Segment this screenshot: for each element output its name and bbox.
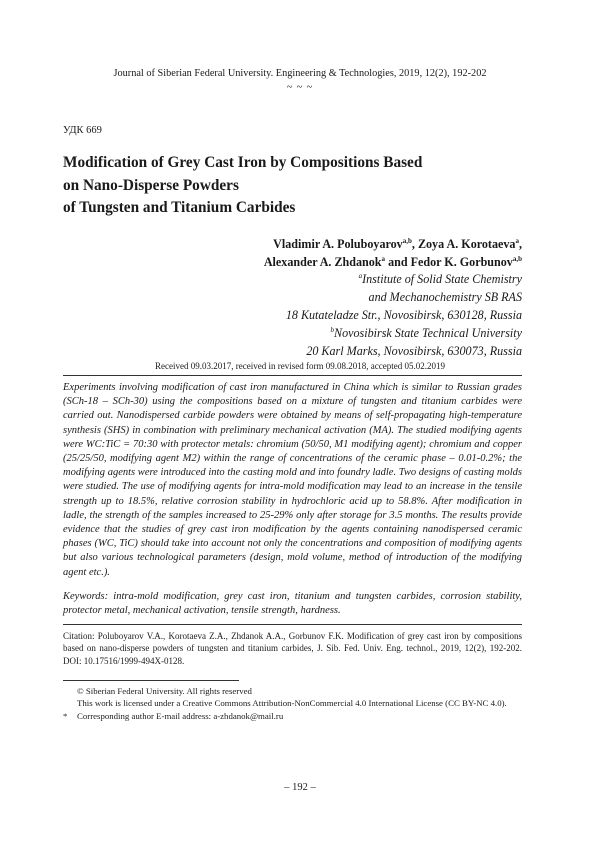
- footnote: [63, 710, 533, 722]
- title-line: on Nano-Disperse Powders: [63, 176, 239, 194]
- header-ornament: ~ ~ ~: [286, 82, 314, 93]
- affiliation-text: 18 Kutateladze Str., Novosibirsk, 630128, Russia: [285, 308, 522, 322]
- author-separator: and: [385, 255, 411, 269]
- footnote-text: This work is licensed under a Creative Commons Attribution-NonCommercial 4.0 International License (CC BY-NC 4.0).: [77, 698, 507, 709]
- author-name: Vladimir A. Poluboyarov: [273, 237, 403, 251]
- abstract-top-rule: [63, 375, 522, 376]
- affiliations: [286, 270, 522, 360]
- footnote: [63, 685, 533, 697]
- affiliation-mark: a: [358, 271, 363, 280]
- footnote: [63, 697, 533, 709]
- author-name: Alexander A. Zhdanok: [263, 255, 382, 269]
- affiliation-line: [286, 288, 522, 306]
- author-separator: ,: [411, 237, 418, 251]
- author-affil-mark: a: [515, 236, 519, 245]
- footnote-text: Corresponding author E-mail address: a-zhdanok@mail.ru: [77, 710, 284, 721]
- footnotes: [63, 685, 533, 722]
- abstract: Experiments involving modification of cast iron manufactured in China which is similar to Russian grades (SCh-18 – SCh-30) using the compositions based on a mixture of tungsten and titanium carbides were carried out. Nanodispersed carbide powders were obtained by means of self-propagating high-temperature synthesis (SHS) in combination with preliminary mechanical activation (MA). The studied modifying agents were WC:TiC = 70:30 with protector metals: chromium (50/50, M1 modifying agent); chromium and copper (25/25/50, modifying agent M2) within the range of concentrations of the ceramic phase – 0.01-0.2%; the modifying agents were introduced into the casting mold and into foundry ladle. Two designs of casting molds were studied. The use of modifying agents for intra-mold modification may lead to an increase in the tensile strength up to 18.5%, relative corrosion stability in hydrochloric acid up to 58.8%. After modification in ladle, the strength of the samples increased to 25-29% only after storage for 3.5 months. The results provide evidence that the studies of grey cast iron modification by the agents containing nanodispersed ceramic phases (WC, TiC) should take into account not only the concentrations and composition of modifying agents but also various technological parameters (design, mold volume, method of introduction of the modifying agent etc.).: [63, 382, 522, 578]
- affiliation-line: [286, 306, 522, 324]
- author-separator: ,: [518, 237, 522, 251]
- affiliation-mark: b: [330, 325, 334, 334]
- affiliation-line: [286, 324, 522, 342]
- received-dates: Received 09.03.2017, received in revised form 09.08.2018, accepted 05.02.2019: [155, 361, 445, 371]
- page-number: – 192 –: [284, 782, 316, 793]
- author-affil-mark: a,b: [512, 254, 522, 263]
- author-line: [264, 235, 522, 253]
- journal-header: Journal of Siberian Federal University. Engineering & Technologies, 2019, 12(2), 192-202: [113, 68, 487, 79]
- author-list: [264, 235, 522, 271]
- affiliation-text: and Mechanochemistry SB RAS: [368, 290, 522, 304]
- affiliation-line: [286, 270, 522, 288]
- affiliation-text: 20 Karl Marks, Novosibirsk, 630073, Russia: [306, 344, 522, 358]
- affiliation-line: [286, 342, 522, 360]
- footnote-rule: [63, 680, 239, 681]
- author-name: Zoya A. Korotaeva: [417, 237, 516, 251]
- footnote-mark: *: [63, 710, 68, 721]
- article-title: [63, 152, 543, 220]
- citation: Citation: Poluboyarov V.A., Korotaeva Z.A., Zhdanok A.A., Gorbunov F.K. Modification of grey cast iron by compositions based on nano-disperse powders of tungsten and titanium carbides, J. Sib. Fed. Univ. Eng. technol., 2019, 12(2), 192-202. DOI: 10.17516/1999-494X-0128.: [63, 631, 522, 666]
- author-affil-mark: a: [381, 254, 386, 263]
- author-affil-mark: a,b: [402, 236, 412, 245]
- affiliation-text: Institute of Solid State Chemistry: [362, 272, 522, 286]
- udk-code: УДК 669: [63, 125, 102, 136]
- title-line: of Tungsten and Titanium Carbides: [63, 199, 296, 216]
- author-line: [264, 253, 522, 271]
- author-name: Fedor K. Gorbunov: [410, 255, 513, 269]
- title-line: Modification of Grey Cast Iron by Compositions Based: [63, 154, 423, 171]
- footnote-text: © Siberian Federal University. All rights reserved: [77, 686, 252, 696]
- affiliation-text: Novosibirsk State Technical University: [334, 326, 522, 340]
- citation-top-rule: [63, 624, 522, 625]
- keywords: Keywords: intra-mold modification, grey cast iron, titanium and tungsten carbides, corrosion stability, protector metal, mechanical activation, tensile strength, hardness.: [63, 591, 522, 617]
